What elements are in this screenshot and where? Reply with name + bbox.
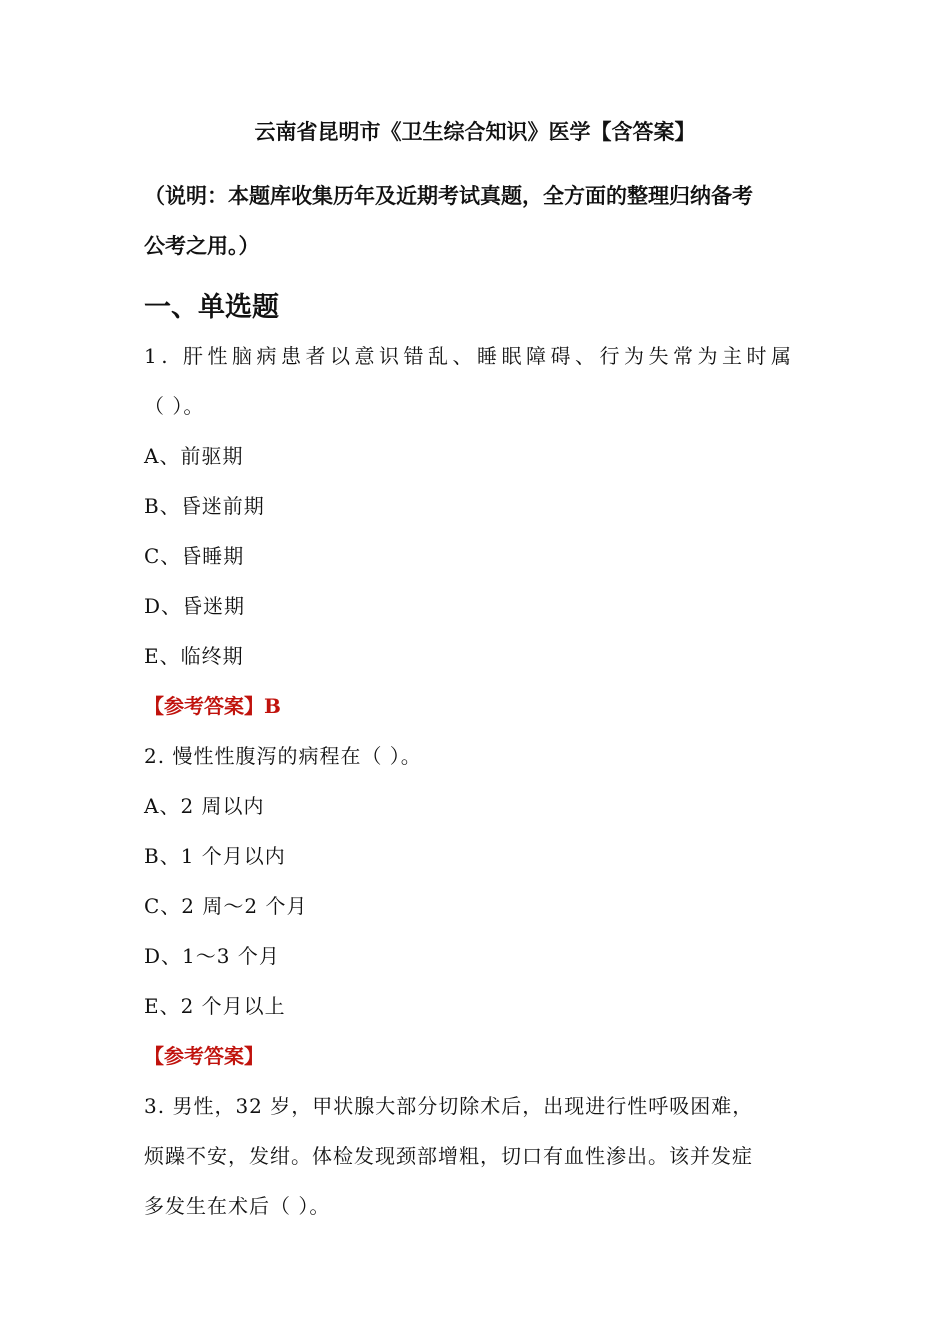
question-2-option-b: B、1 个月以内 bbox=[144, 844, 286, 868]
note-line-2: 公考之用。） bbox=[144, 233, 260, 258]
question-2-option-a: A、2 周以内 bbox=[144, 794, 265, 818]
question-3-stem-line-1: 3. 男性，32 岁，甲状腺大部分切除术后，出现进行性呼吸困难， bbox=[144, 1094, 754, 1118]
question-2-stem-line-1: 2. 慢性性腹泻的病程在（ ）。 bbox=[144, 744, 422, 768]
question-3-stem-line-2: 烦躁不安，发绀。体检发现颈部增粗，切口有血性渗出。该并发症 bbox=[144, 1144, 753, 1168]
question-2-option-d: D、1～3 个月 bbox=[144, 944, 280, 968]
question-1-option-e: E、临终期 bbox=[144, 644, 244, 668]
question-3-stem-line-3: 多发生在术后（ ）。 bbox=[144, 1194, 331, 1218]
question-2-option-e: E、2 个月以上 bbox=[144, 994, 286, 1018]
question-1-option-d: D、昏迷期 bbox=[144, 594, 246, 618]
answer-label: 【参考答案】 bbox=[144, 1044, 264, 1068]
section-title: 一、单选题 bbox=[144, 292, 279, 323]
note-line-1: （说明：本题库收集历年及近期考试真题，全方面的整理归纳备考 bbox=[144, 183, 753, 208]
question-1-option-c: C、昏睡期 bbox=[144, 544, 245, 568]
answer-value: B bbox=[264, 694, 281, 718]
question-1-option-b: B、昏迷前期 bbox=[144, 494, 265, 518]
question-2-answer bbox=[144, 1040, 264, 1069]
answer-label: 【参考答案】 bbox=[144, 694, 264, 718]
question-2-option-c: C、2 周～2 个月 bbox=[144, 894, 308, 918]
question-1-option-a: A、前驱期 bbox=[144, 444, 244, 468]
document-title: 云南省昆明市《卫生综合知识》医学【含答案】 bbox=[254, 119, 696, 144]
question-1-answer bbox=[144, 690, 281, 719]
question-1-stem-line-1: 1. 肝性脑病患者以意识错乱、睡眠障碍、行为失常为主时属 bbox=[144, 344, 796, 368]
question-1-stem-line-2: （ ）。 bbox=[144, 394, 205, 418]
